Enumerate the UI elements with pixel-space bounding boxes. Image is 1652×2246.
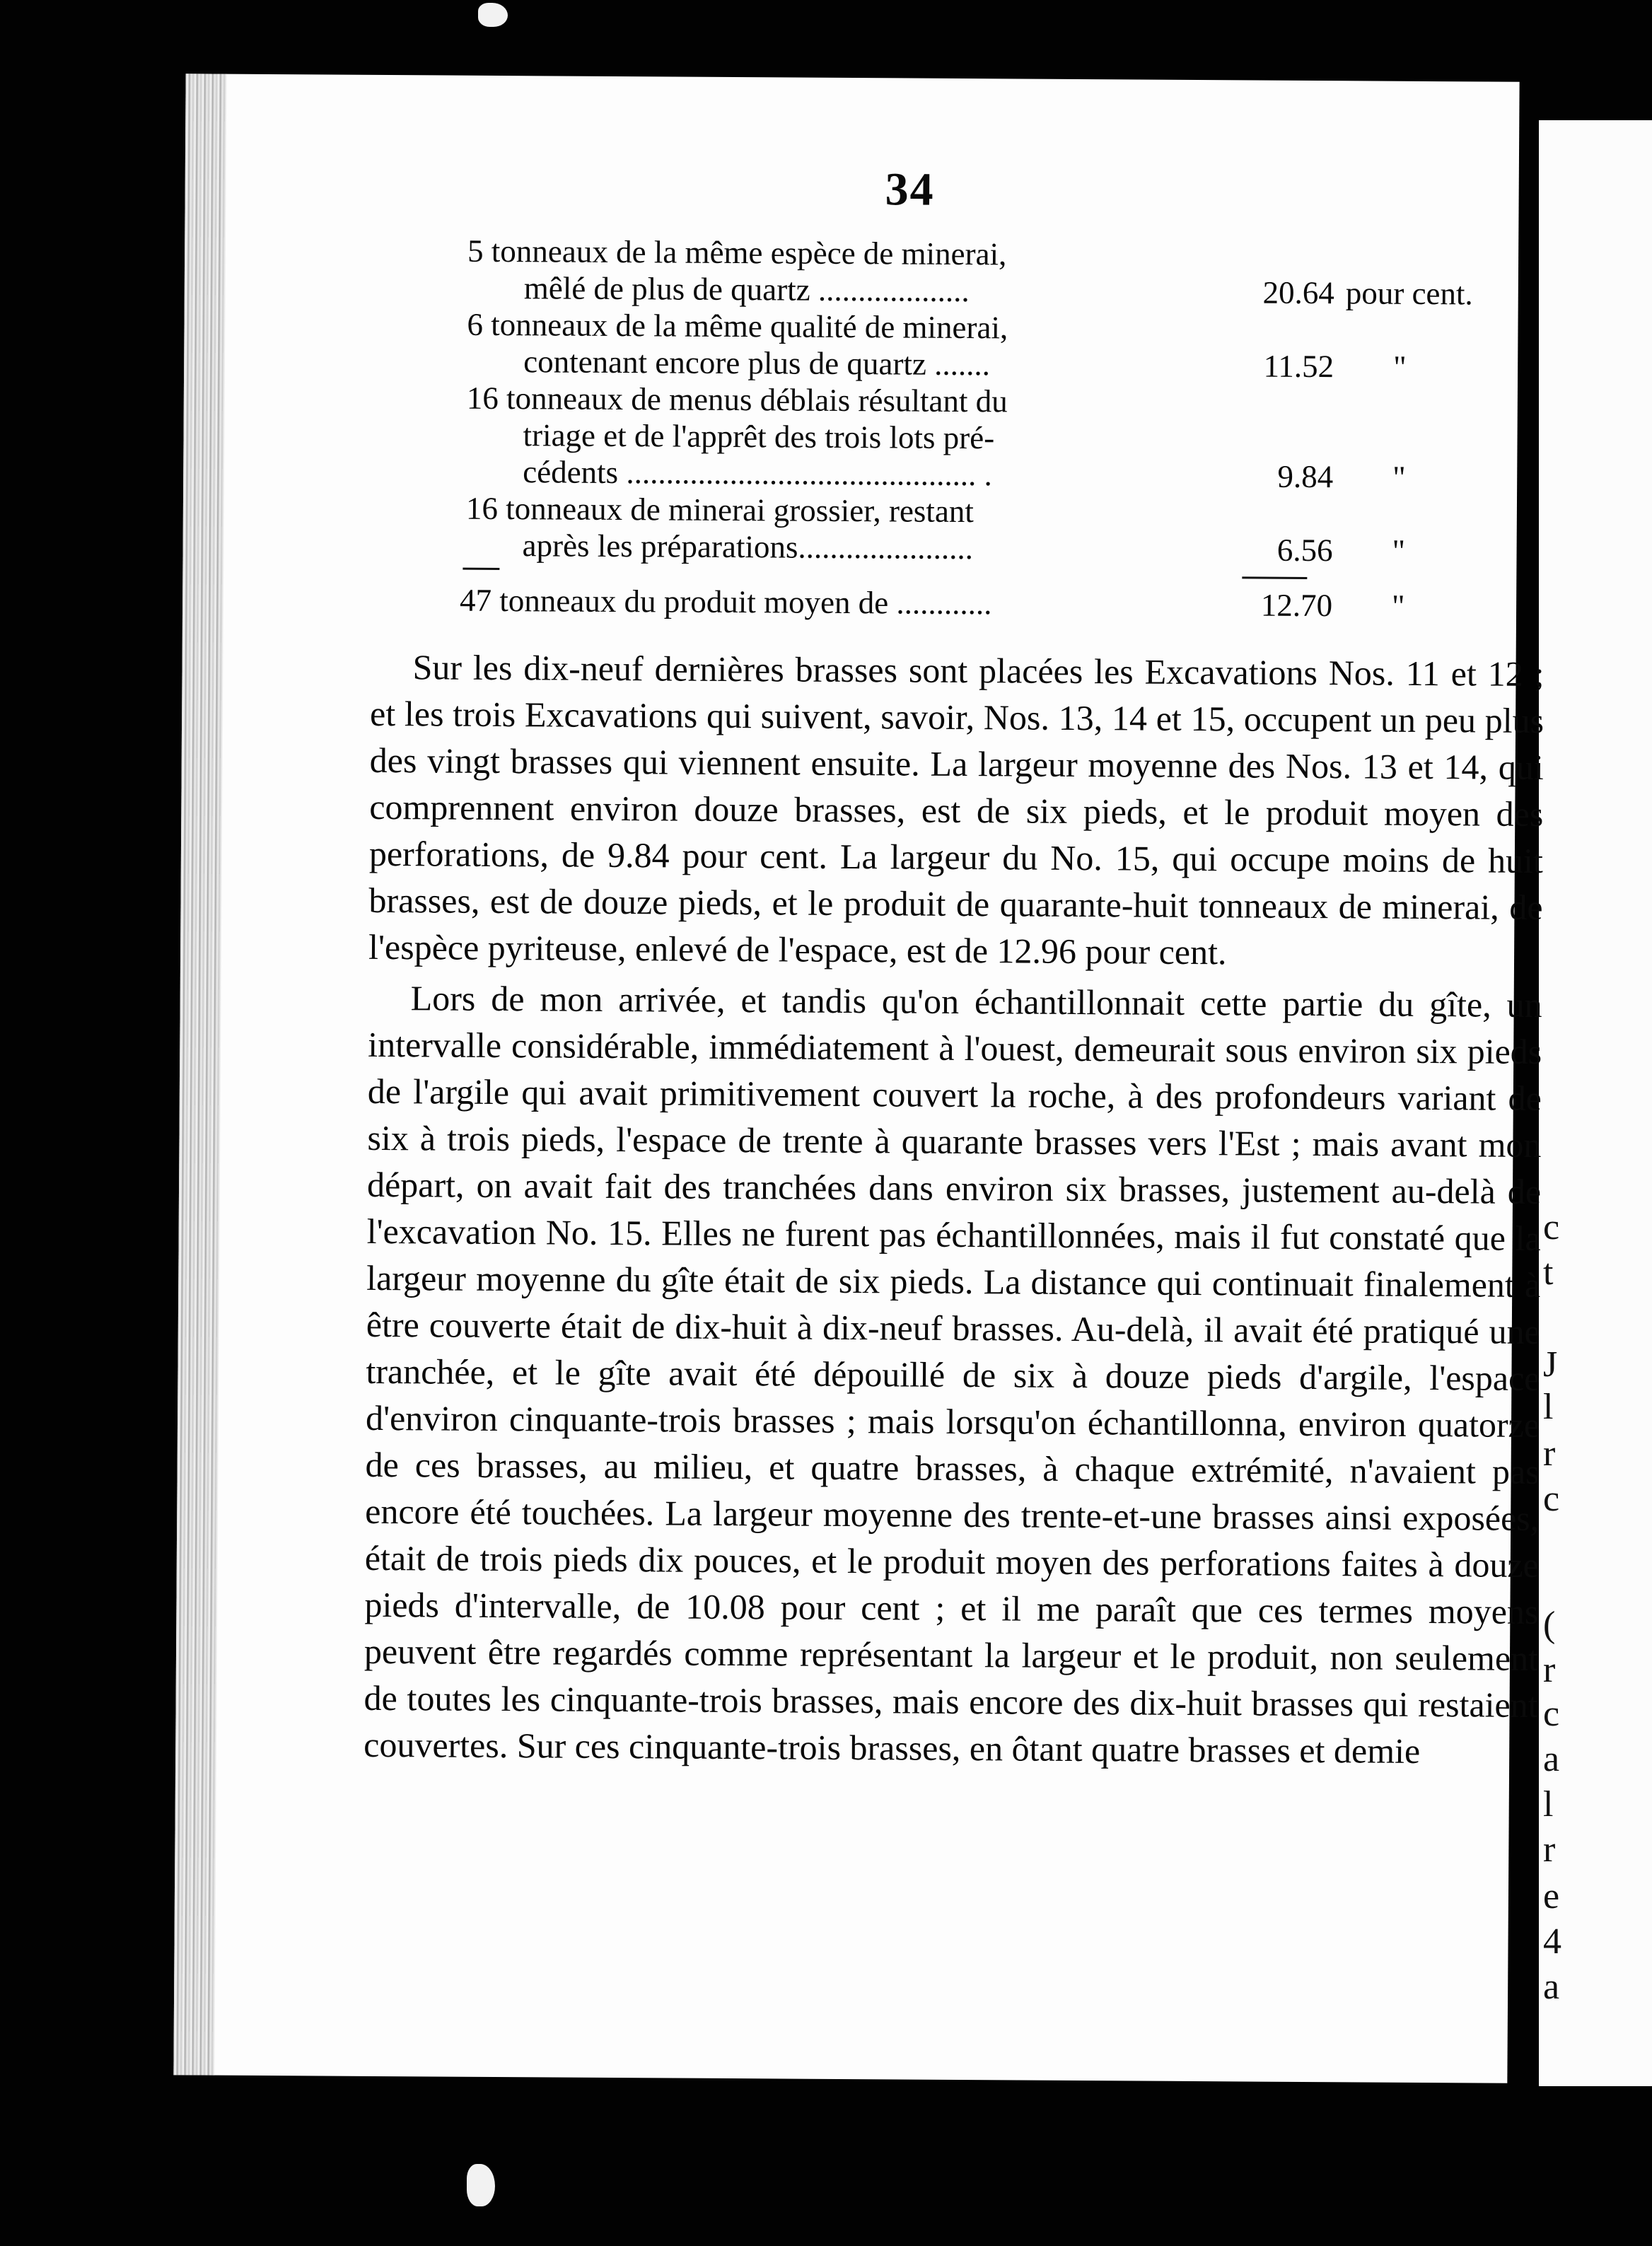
table-row [467,380,1464,423]
facing-page-fragment: 4 [1543,1921,1561,1962]
table-row [467,343,1464,386]
ditto-mark: " [1393,349,1407,385]
ditto-mark: " [1392,459,1406,495]
row-value: 6.56 [1276,532,1333,569]
facing-page-fragment: r [1543,1433,1556,1474]
ditto-mark: " [1392,533,1406,569]
sum-rule-left [463,568,499,570]
table-row [467,306,1464,349]
facing-page-fragment: r [1543,1650,1556,1690]
total-description: 47 tonneaux du produit moyen de ............ [459,582,992,622]
sum-rule-right [1242,576,1307,579]
facing-page-fragment: l [1543,1387,1554,1427]
row-value: 11.52 [1263,348,1334,385]
row-description: 6 tonneaux de la même qualité de minerai, [467,306,1008,346]
ditto-mark: " [1391,588,1405,624]
facing-page-fragment: c [1543,1694,1560,1734]
facing-page-fragment: c [1543,1207,1560,1247]
table-row [466,417,1463,460]
table-total-row [459,582,1462,625]
row-description: 16 tonneaux de minerai grossier, restant [465,490,975,530]
row-description: contenant encore plus de quartz ....... [523,344,991,383]
page-number: 34 [885,163,935,216]
row-description: cédents ............................................ . [523,454,993,493]
body-text [363,644,1545,1779]
facing-page-fragment: t [1543,1252,1554,1293]
facing-page-fragment: a [1543,1967,1560,2007]
table-row [466,453,1463,496]
table-row [466,490,1463,533]
row-value: 20.64 [1262,274,1334,311]
row-description: après les préparations...................... [522,528,974,566]
facing-page-fragment: l [1543,1784,1554,1825]
facing-page-fragment: a [1543,1739,1560,1779]
row-description: 5 tonneaux de la même espèce de minerai, [467,233,1007,272]
table-row [465,527,1462,570]
scan-speck [467,2164,495,2206]
row-description: mêlé de plus de quartz ................... [523,270,970,309]
table-row [467,269,1473,313]
facing-page-fragment: r [1543,1829,1556,1870]
table-row [467,233,1465,276]
total-value: 12.70 [1260,587,1333,624]
book-page [173,74,1545,2083]
facing-page-fragment: J [1543,1344,1558,1385]
facing-page-edge [1539,120,1652,2086]
ore-yield-table [459,233,1473,625]
paragraph: Lors de mon arrivée, et tandis qu'on échantillonnait cette partie du gîte, un intervalle considérable, immédiatement à l'ouest, demeurait sous environ six pieds de l'argile qui avait primitivement couvert la roche, à des profondeurs variant de six à trois pieds, l'espace de trente à quarante brasses vers l'Est ; mais avant mon départ, on avait fait des tranchées dans environ six brasses, justement au-delà de l'excavation No. 15. Elles ne furent pas échantillonnées, mais il fut constaté que la largeur moyenne du gîte était de six pieds. La distance qui continuait finalement à être couverte était de dix-huit à dix-neuf brasses. Au-delà, il avait été pratiqué une tranchée, et le gîte avait été dépouillé de six à douze pieds d'argile, l'espace d'environ cinquante-trois brasses ; mais lorsqu'on échantillonna, environ quatorze de ces brasses, au milieu, et quatre brasses, à chaque extrémité, n'avaient pas encore été touchées. La largeur moyenne des trente-et-une brasses ainsi exposées, était de trois pieds dix pouces, et le produit moyen des perforations faites à douze pieds d'intervalle, de 10.08 pour cent ; et il me paraît que ces termes moyens peuvent être regardés comme représentant la largeur et le produit, non seulement de toutes les cinquante-trois brasses, mais encore des dix-huit brasses qui restaient couvertes. Sur ces cinquante-trois brasses, en ôtant quatre brasses et demie [363,978,1542,1771]
facing-page-fragment: c [1543,1479,1560,1519]
facing-page-fragment: ( [1543,1605,1556,1645]
row-description: triage et de l'apprêt des trois lots pré- [523,417,995,456]
row-value: 9.84 [1277,458,1334,495]
row-description: 16 tonneaux de menus déblais résultant du [466,380,1008,419]
row-unit: pour cent. [1345,275,1473,312]
paragraph: Sur les dix-neuf dernières brasses sont placées les Excavations Nos. 11 et 12 ; et les trois Excavations qui suivent, savoir, Nos. 13, 14 et 15, occupent un peu plus des vingt brasses qui viennent ensuite. La largeur moyenne des Nos. 13 et 14, qui comprennent environ douze brasses, est de six pieds, et le produit moyen des perforations, de 9.84 pour cent. La largeur du No. 15, qui occupe moins de huit brasses, est de douze pieds, et le produit de quarante-huit tonneaux de minerai, de l'espèce pyriteuse, enlevé de l'espace, est de 12.96 pour cent. [368,647,1545,972]
scan-speck [478,3,508,27]
facing-page-fragment: e [1543,1876,1560,1916]
